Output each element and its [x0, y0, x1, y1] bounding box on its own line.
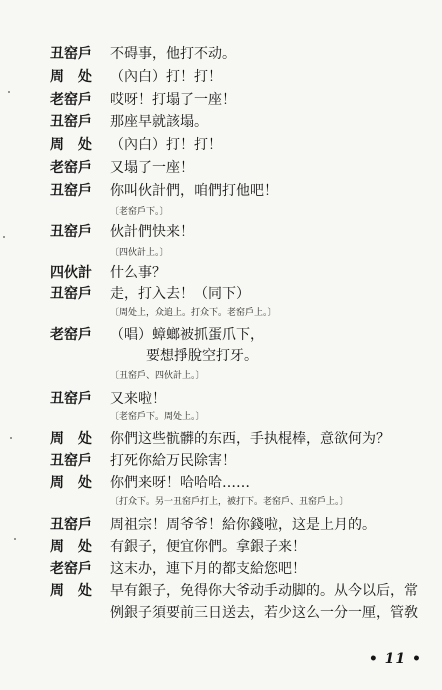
dialogue-text: （內白）打！打！ [110, 69, 222, 85]
page-number: • 11 • [368, 651, 422, 667]
dialogue-line [0, 285, 442, 305]
stage-direction: 〔丑窑戶、四伙計上。〕 [110, 371, 205, 381]
dialogue-text: 伙計們快来！ [110, 224, 194, 240]
dialogue-line [0, 68, 442, 88]
dialogue-text: 那座早就該塌。 [110, 114, 208, 130]
dialogue-text: 你叫伙計們，咱們打他吧！ [110, 183, 278, 199]
dialogue-line [0, 582, 442, 602]
dialogue-text: 周祖宗！周爷爷！給你錢啦，这是上月的。 [110, 517, 376, 533]
paper-speck [8, 91, 10, 93]
speaker-name: 周 处 [50, 539, 92, 555]
dialogue-text: 又来啦！ [110, 391, 166, 407]
speaker-name: 四伙計 [50, 265, 92, 281]
stage-direction-line [0, 246, 442, 266]
stage-direction-line [0, 495, 442, 515]
speaker-name: 老窑戶 [50, 327, 92, 343]
dialogue-text: （內白）打！打！ [110, 137, 222, 153]
stage-direction-line [0, 410, 442, 430]
speaker-name: 丑窑戶 [50, 517, 92, 533]
speaker-name: 丑窑戶 [50, 453, 92, 469]
stage-direction: 〔老窑戶下。周处上。〕 [110, 412, 205, 422]
dialogue-text: 哎呀！打塌了一座！ [110, 92, 236, 108]
dialogue-line [0, 452, 442, 472]
dialogue-line [0, 430, 442, 450]
dialogue-line [0, 182, 442, 202]
dialogue-line [0, 326, 442, 346]
paper-speck [14, 538, 16, 540]
dialogue-text: 不碍事，他打不动。 [110, 46, 236, 62]
dialogue-line [0, 474, 442, 494]
speaker-name: 老窑戶 [50, 92, 92, 108]
speaker-name: 周 处 [50, 583, 92, 599]
stage-direction: 〔打众下。另一丑窑戶打上，被打下。老窑戶、丑窑戶上。〕 [110, 497, 349, 507]
dialogue-text: 你們来呀！哈哈哈…… [110, 475, 250, 491]
dialogue-text: 什么事？ [110, 265, 166, 281]
speaker-name: 老窑戶 [50, 561, 92, 577]
dialogue-line [0, 264, 442, 284]
dialogue-line [0, 113, 442, 133]
stage-direction-line [0, 205, 442, 225]
dialogue-continuation-line [0, 604, 442, 624]
dialogue-text: （唱）蟑螂被抓蛋爪下， [110, 327, 264, 343]
dialogue-continuation: 例銀子須要前三日送去，若少这么一分一厘，管敎 [110, 605, 418, 621]
dialogue-line [0, 136, 442, 156]
speaker-name: 周 处 [50, 475, 92, 491]
dialogue-line [0, 159, 442, 179]
stage-direction: 〔老窑戶下。〕 [110, 207, 169, 217]
paper-speck [3, 236, 5, 238]
speaker-name: 丑窑戶 [50, 114, 92, 130]
dialogue-line [0, 516, 442, 536]
speaker-name: 丑窑戶 [50, 391, 92, 407]
dialogue-line [0, 560, 442, 580]
speaker-name: 丑窑戶 [50, 183, 92, 199]
stage-direction-line [0, 306, 442, 326]
stage-direction: 〔周处上，众追上。打众下。老窑戶上。〕 [110, 308, 277, 318]
dialogue-text: 有銀子，便宜你們。拿銀子来！ [110, 539, 306, 555]
stage-direction-line [0, 369, 442, 389]
speaker-name: 老窑戶 [50, 160, 92, 176]
dialogue-line [0, 91, 442, 111]
speaker-name: 周 处 [50, 69, 92, 85]
dialogue-continuation-line [0, 347, 442, 367]
dialogue-text: 你們这些骯髒的东西，手执棍棒，意欲何为？ [110, 431, 390, 447]
dialogue-line [0, 45, 442, 65]
speaker-name: 周 处 [50, 137, 92, 153]
speaker-name: 丑窑戶 [50, 46, 92, 62]
dialogue-text: 这末办，連下月的都支給您吧！ [110, 561, 306, 577]
paper-speck [10, 437, 12, 439]
speaker-name: 丑窑戶 [50, 224, 92, 240]
dialogue-text: 又塌了一座！ [110, 160, 194, 176]
dialogue-text: 早有銀子，免得你大爷动手动脚的。从今以后，常 [110, 583, 418, 599]
dialogue-text: 打死你給万民除害！ [110, 453, 236, 469]
dialogue-text: 走，打入去！（同下） [110, 286, 250, 302]
stage-direction: 〔四伙計上。〕 [110, 248, 169, 258]
speaker-name: 丑窑戶 [50, 286, 92, 302]
dialogue-line [0, 223, 442, 243]
dialogue-continuation: 要想掙脫空打牙。 [146, 348, 258, 364]
dialogue-line [0, 538, 442, 558]
speaker-name: 周 处 [50, 431, 92, 447]
dialogue-line [0, 390, 442, 410]
